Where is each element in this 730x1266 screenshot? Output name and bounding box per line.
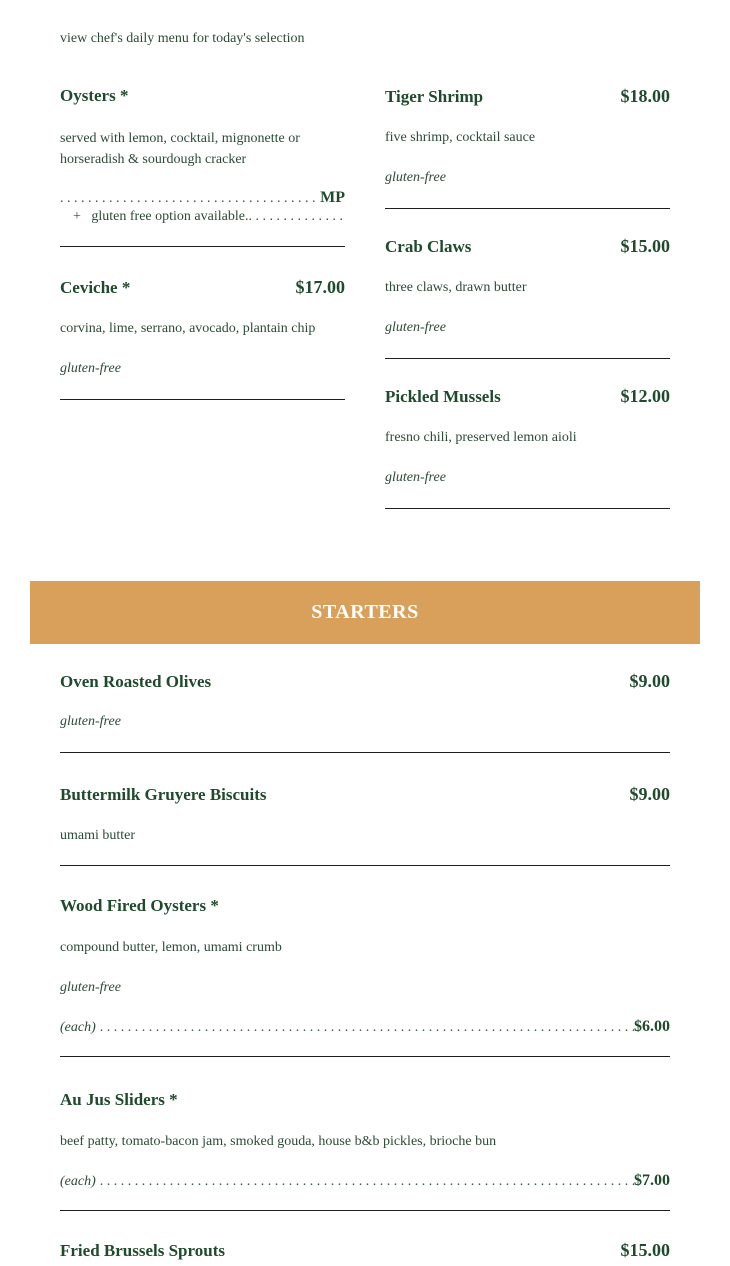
item-description: five shrimp, cocktail sauce xyxy=(385,130,536,145)
divider xyxy=(385,508,670,509)
item-price: $7.00 xyxy=(634,1172,670,1189)
item-price: $15.00 xyxy=(620,1240,670,1260)
menu-item-partial xyxy=(60,1240,670,1266)
intro-text: view chef's daily menu for today's selection xyxy=(60,31,305,46)
menu-item-oysters xyxy=(60,86,345,247)
item-price: $15.00 xyxy=(620,236,670,256)
divider xyxy=(60,865,670,866)
item-description: served with lemon, cocktail, mignonette or horseradish & sourdough cracker xyxy=(60,131,300,167)
menu-item-au-jus-sliders xyxy=(60,1090,670,1211)
price-line xyxy=(60,1172,670,1190)
item-name: Au Jus Sliders * xyxy=(60,1090,178,1109)
gluten-free-label: gluten-free xyxy=(385,470,446,485)
item-name: Oysters * xyxy=(60,86,129,105)
gluten-free-label: gluten-free xyxy=(60,980,121,995)
dot-leader xyxy=(100,1020,634,1036)
item-description: fresno chili, preserved lemon aioli xyxy=(385,430,577,445)
menu-item-pickled-mussels xyxy=(385,386,670,509)
unit-label: (each) xyxy=(60,1020,96,1035)
gluten-free-label: gluten-free xyxy=(385,170,446,185)
item-description: beef patty, tomato-bacon jam, smoked gouda, house b&b pickles, brioche bun xyxy=(60,1134,497,1149)
menu-item-crab-claws xyxy=(385,236,670,359)
divider xyxy=(60,246,345,247)
item-description: corvina, lime, serrano, avocado, plantain chip xyxy=(60,321,316,336)
dot-leader xyxy=(248,209,345,225)
divider xyxy=(60,399,345,400)
gluten-free-label: gluten-free xyxy=(385,320,446,335)
gluten-free-label: gluten-free xyxy=(60,361,121,376)
item-name: Oven Roasted Olives xyxy=(60,672,212,691)
price-line xyxy=(60,1018,670,1036)
item-price: $6.00 xyxy=(634,1018,670,1035)
gluten-free-label: gluten-free xyxy=(60,714,121,729)
divider xyxy=(60,752,670,753)
item-name: Crab Claws xyxy=(385,237,472,256)
item-name: Ceviche * xyxy=(60,278,131,297)
raw-bar-left-column xyxy=(60,86,345,400)
item-price: $9.00 xyxy=(629,784,670,804)
menu-item-wood-fired-oysters xyxy=(60,896,670,1057)
dot-leader xyxy=(100,1174,634,1190)
item-price: $9.00 xyxy=(629,671,670,691)
item-price: MP xyxy=(320,189,345,206)
dot-leader xyxy=(60,191,320,207)
item-name: Fried Brussels Sprouts xyxy=(60,1241,225,1260)
divider xyxy=(385,208,670,209)
menu-item-tiger-shrimp xyxy=(385,86,670,209)
divider xyxy=(60,1210,670,1211)
gluten-free-note: + gluten free option available. xyxy=(73,209,249,224)
item-name: Tiger Shrimp xyxy=(385,87,484,106)
divider xyxy=(60,1056,670,1057)
menu-item-buttermilk-gruyere-biscuits xyxy=(60,784,670,866)
menu-item-oven-roasted-olives xyxy=(60,671,670,753)
section-header-starters: STARTERS xyxy=(30,581,700,644)
item-description: three claws, drawn butter xyxy=(385,280,527,295)
note-line xyxy=(60,209,345,225)
item-name: Wood Fired Oysters * xyxy=(60,896,219,915)
item-name: Buttermilk Gruyere Biscuits xyxy=(60,785,267,804)
item-price: $17.00 xyxy=(295,277,345,297)
divider xyxy=(385,358,670,359)
item-description: compound butter, lemon, umami crumb xyxy=(60,940,282,955)
menu-item-ceviche xyxy=(60,277,345,400)
price-line xyxy=(60,189,345,207)
item-name: Pickled Mussels xyxy=(385,387,501,406)
raw-bar-right-column xyxy=(385,86,670,509)
unit-label: (each) xyxy=(60,1174,96,1189)
item-description: umami butter xyxy=(60,828,136,843)
item-price: $12.00 xyxy=(620,386,670,406)
item-price: $18.00 xyxy=(620,86,670,106)
